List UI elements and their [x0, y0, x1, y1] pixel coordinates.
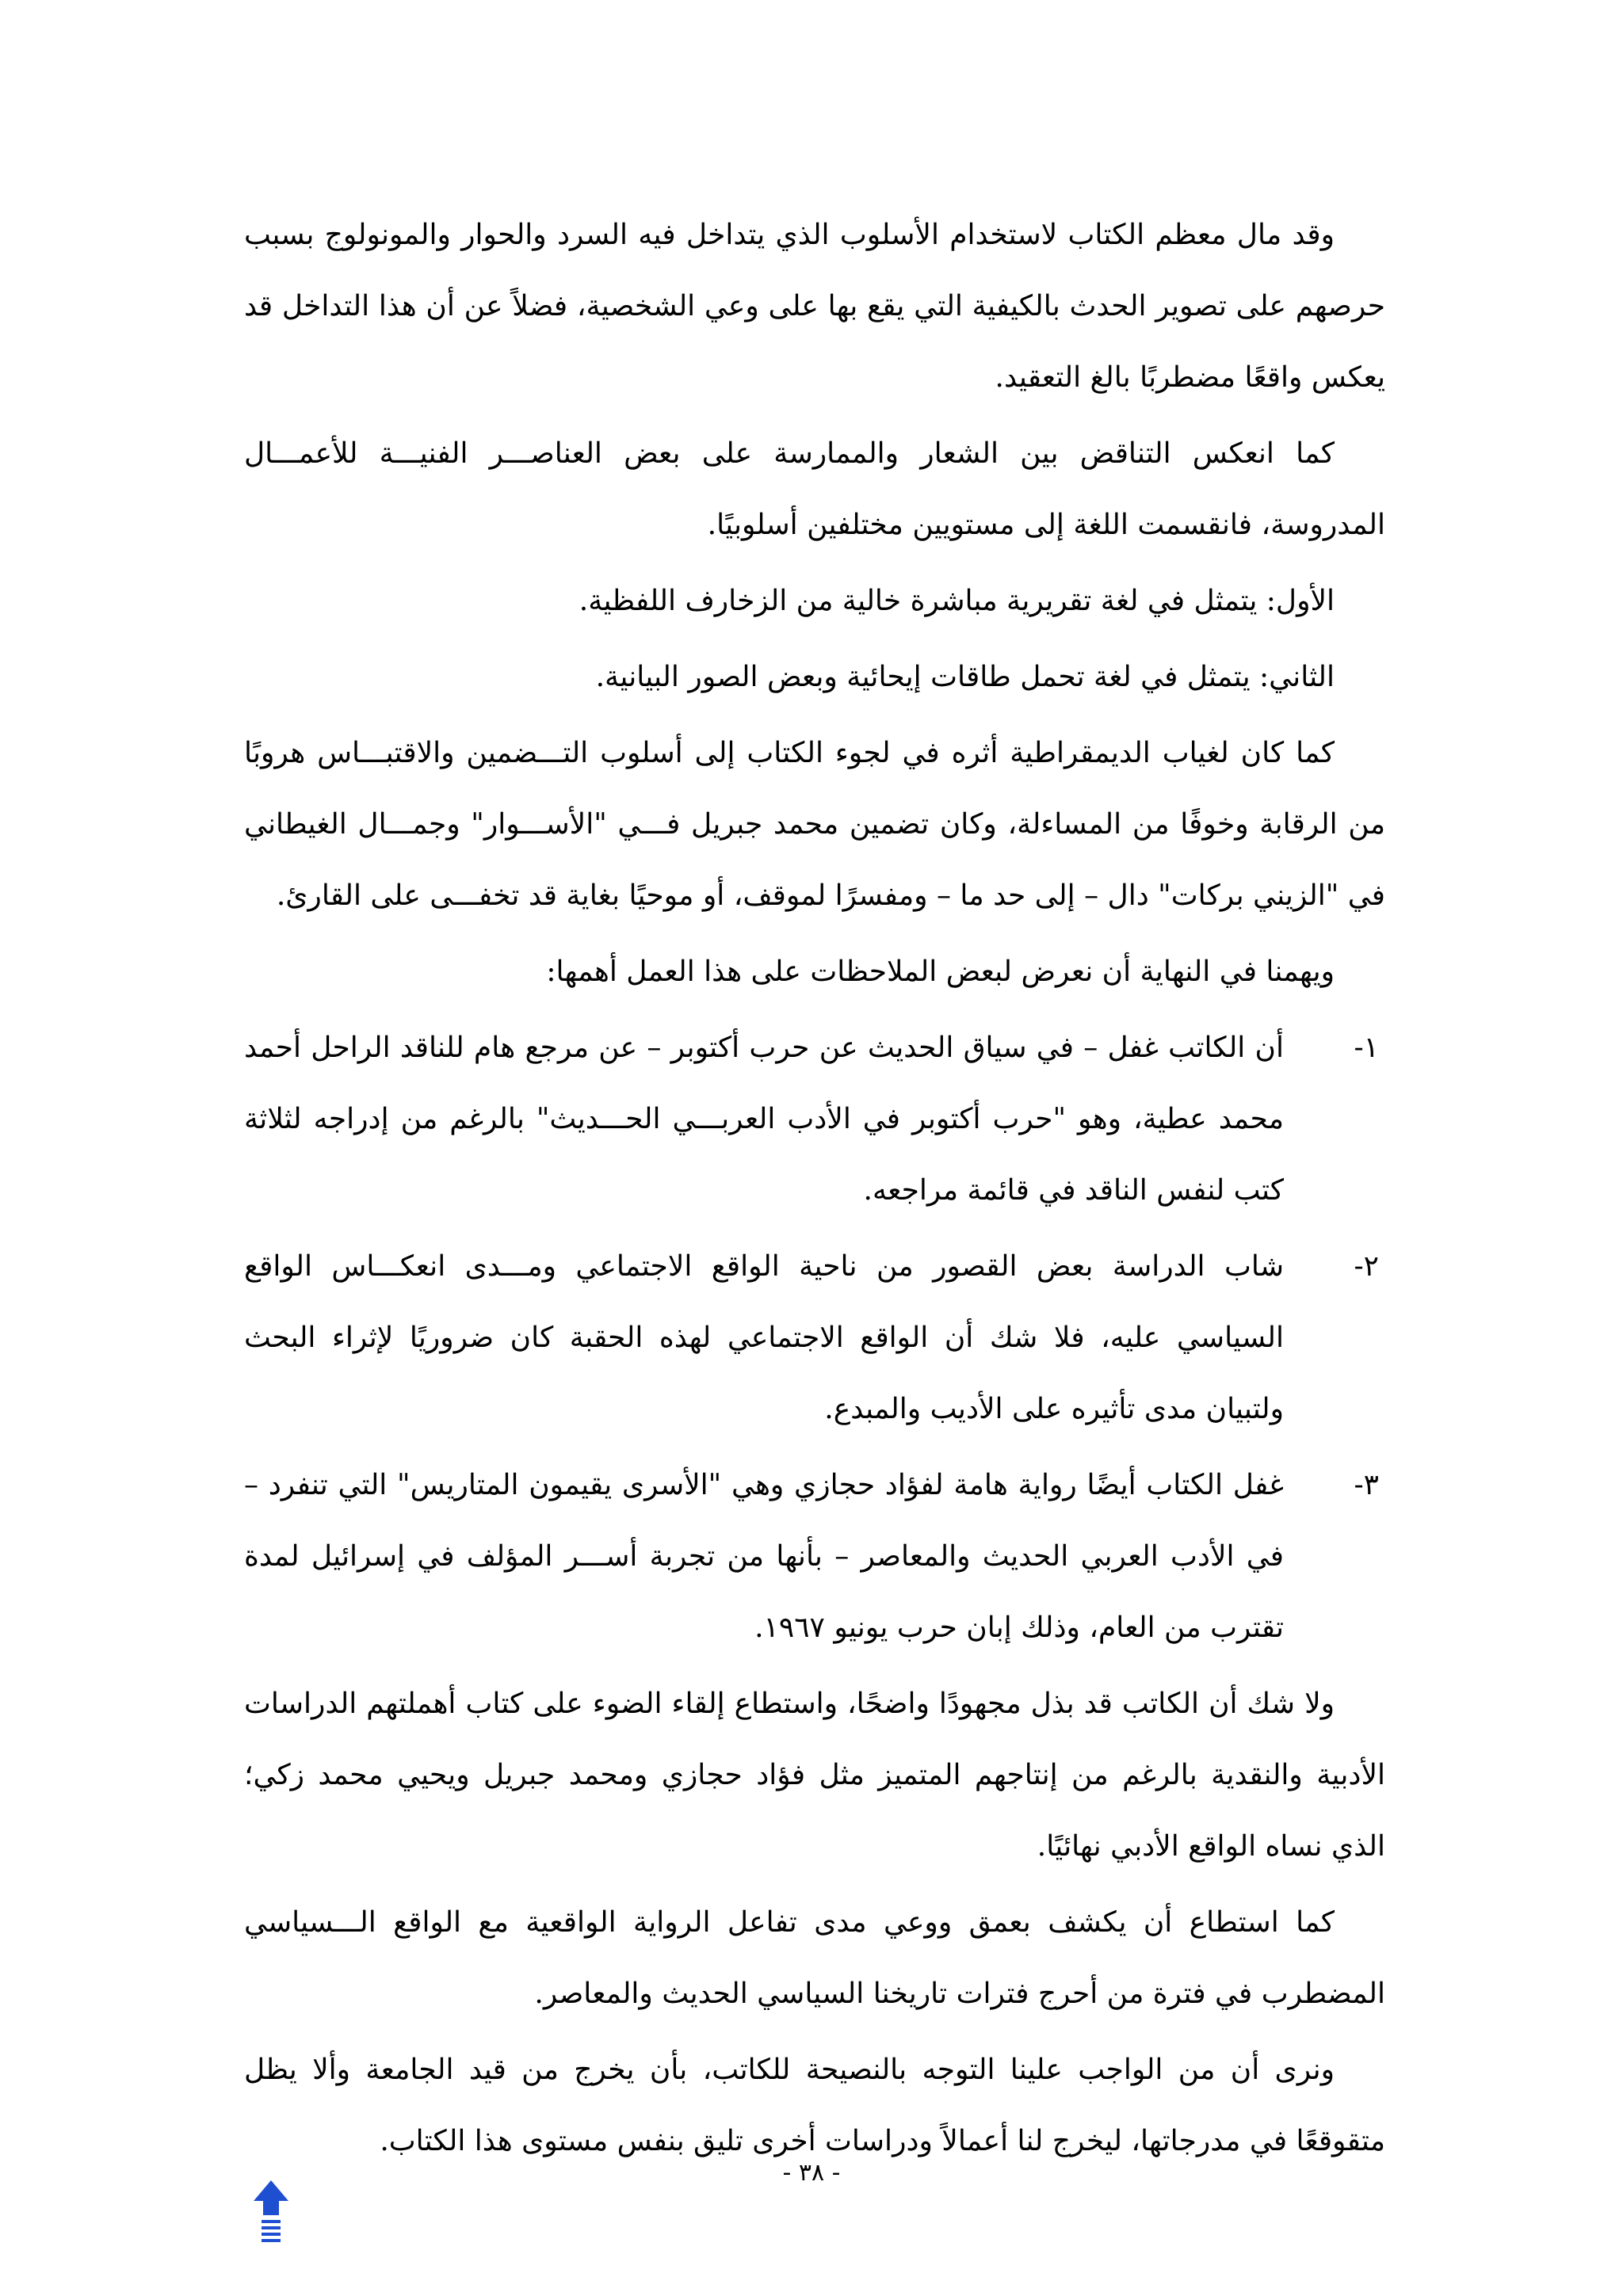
arrow-up-icon[interactable] — [252, 2180, 290, 2244]
arrow-bar — [262, 2233, 281, 2236]
paragraph-second-level: الثاني: يتمثل في لغة تحمل طاقات إيحائية وبعض الصور البيانية. — [595, 661, 1335, 693]
list-item — [244, 1231, 1385, 1445]
list-item — [244, 1013, 1385, 1226]
list-item-text: أن الكاتب غفل – في سياق الحديث عن حرب أكتوبر – عن مرجع هام للناقد الراحل أحمد محمد عطية، وهو "حرب أكتوبر في الأدب العربـــي الحـــديث" بالرغم من إدراجه لثلاثة كتب لنفس الناقد في قائمة مراجعه. — [244, 1032, 1284, 1207]
page-body — [244, 200, 1385, 2182]
arrow-bar — [262, 2239, 281, 2242]
list-item-text: غفل الكتاب أيضًا رواية هامة لفؤاد حجازي وهي "الأسرى يقيمون المتاريس" التي تنفرد – في الأدب العربي الحديث والمعاصر – بأنها من تجربة أســـر المؤلف في إسرائيل لمدة تقترب من العام، وذلك إبان حرب يونيو ١٩٦٧. — [244, 1469, 1284, 1644]
paragraph-democracy: كما كان لغياب الديمقراطية أثره في لجوء الكتاب إلى أسلوب التـــضمين والاقتبـــاس هروبًا من الرقابة وخوفًا من المساءلة، وكان تضمين محمد جبريل فـــي "الأســـوار" وجمـــال الغيطاني في "الزيني بركات" دال – إلى حد ما – ومفسرًا لموقف، أو موحيًا بغاية قد تخفـــى على القارئ. — [244, 737, 1385, 912]
list-marker: ١- — [1354, 1032, 1379, 1064]
paragraph-author-effort: ولا شك أن الكاتب قد بذل مجهودًا واضحًا، واستطاع إلقاء الضوء على كتاب أهملتهم الدراسات الأدبية والنقدية بالرغم من إنتاجهم المتميز مثل فؤاد حجازي ومحمد جبريل ويحيي محمد زكي؛ الذي نساه الواقع الأدبي نهائيًا. — [244, 1688, 1385, 1863]
arrow-head — [254, 2180, 288, 2215]
page-number: - ٣٨ - — [782, 2159, 841, 2187]
paragraph-advice: ونرى أن من الواجب علينا التوجه بالنصيحة للكاتب، بأن يخرج من قيد الجامعة وألا يظل متقوقعًا في مدرجاتها، ليخرج لنا أعمالاً ودراسات أخرى تليق بنفس مستوى هذا الكتاب. — [244, 2054, 1385, 2157]
list-marker: ٣- — [1354, 1469, 1379, 1501]
arrow-bar — [262, 2220, 281, 2223]
paragraph-narrative-style: وقد مال معظم الكتاب لاستخدام الأسلوب الذي يتداخل فيه السرد والحوار والمونولوج بسبب حرصهم على تصوير الحدث بالكيفية التي يقع بها على وعي الشخصية، فضلاً عن أن هذا التداخل قد يعكس واقعًا مضطربًا بالغ التعقيد. — [244, 219, 1385, 394]
list-marker: ٢- — [1354, 1250, 1379, 1283]
arrow-bar — [262, 2226, 281, 2229]
paragraph-first-level: الأول: يتمثل في لغة تقريرية مباشرة خالية من الزخارف اللفظية. — [579, 585, 1335, 617]
paragraph-notes-intro: ويهمنا في النهاية أن نعرض لبعض الملاحظات على هذا العمل أهمها: — [546, 955, 1335, 988]
list-item — [244, 1450, 1385, 1664]
paragraph-political-reality: كما استطاع أن يكشف بعمق ووعي مدى تفاعل الرواية الواقعية مع الواقع الـــسياسي المضطرب في فترة من أحرج فترات تاريخنا السياسي الحديث والمعاصر. — [244, 1906, 1385, 2010]
list-item-text: شاب الدراسة بعض القصور من ناحية الواقع الاجتماعي ومـــدى انعكـــاس الواقع السياسي عليه، فلا شك أن الواقع الاجتماعي لهذه الحقبة كان ضروريًا لإثراء البحث ولتبيان مدى تأثيره على الأديب والمبدع. — [244, 1250, 1284, 1425]
paragraph-language-levels: كما انعكس التناقض بين الشعار والممارسة على بعض العناصـــر الفنيـــة للأعمـــال المدروسة، فانقسمت اللغة إلى مستويين مختلفين أسلوبيًا. — [244, 437, 1385, 541]
